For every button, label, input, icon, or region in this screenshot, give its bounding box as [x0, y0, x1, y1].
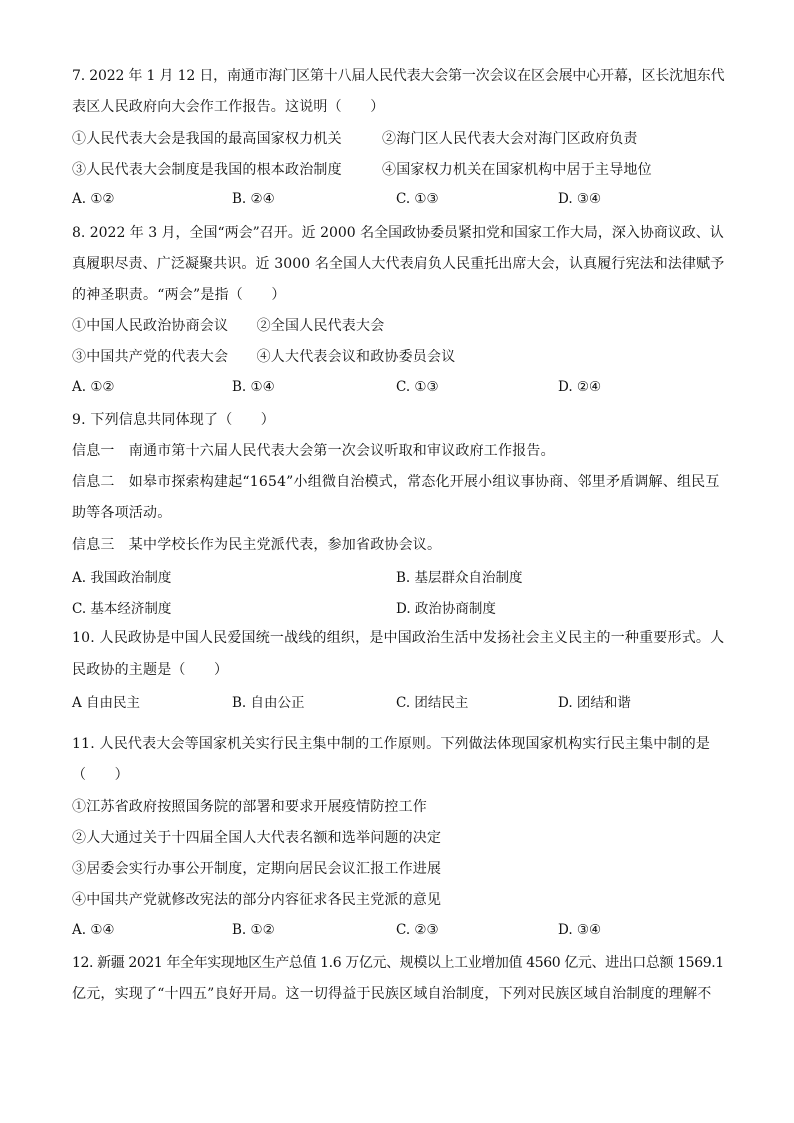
q9-stem: 9. 下列信息共同体现了（ ） [72, 412, 276, 428]
q9-option-b[interactable]: B. 基层群众自治制度 [396, 570, 523, 586]
q8-statements-1-2: ①中国人民政治协商会议 ②全国人民代表大会 [72, 318, 385, 334]
q11-option-c[interactable]: C. ②③ [396, 922, 439, 938]
q10-option-a[interactable]: A 自由民主 [72, 695, 141, 711]
q8-option-a[interactable]: A. ①② [72, 379, 115, 395]
q7-option-a[interactable]: A. ①② [72, 191, 115, 207]
q9-options-row1 [72, 566, 724, 586]
q8-statements-3-4: ③中国共产党的代表大会 ④人大代表会议和政协委员会议 [72, 349, 456, 365]
q9-options-row2 [72, 597, 724, 617]
q11-stem-line1: 11. 人民代表大会等国家机关实行民主集中制的工作原则。下列做法体现国家机构实行民主集中制的是 [72, 736, 711, 752]
q8-option-d[interactable]: D. ②④ [558, 379, 602, 395]
q9-option-d[interactable]: D. 政治协商制度 [396, 601, 496, 617]
q9-info-1: 信息一 南通市第十六届人民代表大会第一次会议听取和审议政府工作报告。 [72, 443, 555, 459]
q9-info-3: 信息三 某中学校长作为民主党派代表，参加省政协会议。 [72, 537, 442, 553]
q8-options [72, 379, 724, 399]
q11-stem-line2: （ ） [72, 767, 129, 783]
q11-statement-2: ②人大通过关于十四届全国人大代表名额和选举问题的决定 [72, 830, 442, 846]
q11-option-b[interactable]: B. ①② [232, 922, 275, 938]
q7-options [72, 191, 724, 211]
q7-option-c[interactable]: C. ①③ [396, 191, 439, 207]
q7-statement-3: ③人民代表大会制度是我国的根本政治制度 [72, 162, 342, 178]
q10-options [72, 691, 724, 711]
q7-stem-line1: 7. 2022 年 1 月 12 日，南通市海门区第十八届人民代表大会第一次会议在区会展中心开幕，区长沈旭东代 [72, 68, 725, 84]
q7-statement-2: ②海门区人民代表大会对海门区政府负责 [382, 131, 638, 147]
q9-info-2-line1: 信息二 如皋市探索构建起“1654”小组微自治模式，常态化开展小组议事协商、邻里矛盾调解、组民互 [72, 474, 720, 490]
q11-option-a[interactable]: A. ①④ [72, 922, 115, 938]
q9-option-c[interactable]: C. 基本经济制度 [72, 601, 172, 617]
q7-statement-1: ①人民代表大会是我国的最高国家权力机关 [72, 131, 342, 147]
q11-statement-4: ④中国共产党就修改宪法的部分内容征求各民主党派的意见 [72, 892, 442, 908]
q7-option-d[interactable]: D. ③④ [558, 191, 602, 207]
q12-stem-line1: 12. 新疆 2021 年全年实现地区生产总值 1.6 万亿元、规模以上工业增加值 4560 亿元、进出口总额 1569.1 [72, 955, 724, 971]
q8-option-c[interactable]: C. ①③ [396, 379, 439, 395]
q7-option-b[interactable]: B. ②④ [232, 191, 275, 207]
q8-option-b[interactable]: B. ①④ [232, 379, 275, 395]
q10-option-c[interactable]: C. 团结民主 [396, 695, 469, 711]
q10-option-b[interactable]: B. 自由公正 [232, 695, 305, 711]
q8-stem-line1: 8. 2022 年 3 月，全国“两会”召开。近 2000 名全国政协委员紧扣党和国家工作大局，深入协商议政、认 [72, 225, 724, 241]
q12-stem-line2: 亿元，实现了“十四五”良好开局。这一切得益于民族区域自治制度，下列对民族区域自治制度的理解不 [72, 986, 712, 1002]
q11-options [72, 922, 724, 942]
q10-stem-line1: 10. 人民政协是中国人民爱国统一战线的组织，是中国政治生活中发扬社会主义民主的一种重要形式。人 [72, 630, 725, 646]
q8-stem-line2: 真履职尽责、广泛凝聚共识。近 3000 名全国人大代表肩负人民重托出席大会，认真履行宪法和法律赋予 [72, 256, 725, 272]
q11-statement-3: ③居委会实行办事公开制度，定期向居民会议汇报工作进展 [72, 861, 442, 877]
q8-stem-line3: 的神圣职责。“两会”是指（ ） [72, 287, 286, 303]
q11-statement-1: ①江苏省政府按照国务院的部署和要求开展疫情防控工作 [72, 799, 427, 815]
q9-option-a[interactable]: A. 我国政治制度 [72, 570, 172, 586]
q9-info-2-line2: 助等各项活动。 [72, 505, 172, 521]
q10-option-d[interactable]: D. 团结和谐 [558, 695, 631, 711]
q10-stem-line2: 民政协的主题是（ ） [72, 662, 229, 678]
q11-option-d[interactable]: D. ③④ [558, 922, 602, 938]
q7-stem-line2: 表区人民政府向大会作工作报告。这说明（ ） [72, 99, 385, 115]
q7-statement-4: ④国家权力机关在国家机构中居于主导地位 [382, 162, 652, 178]
